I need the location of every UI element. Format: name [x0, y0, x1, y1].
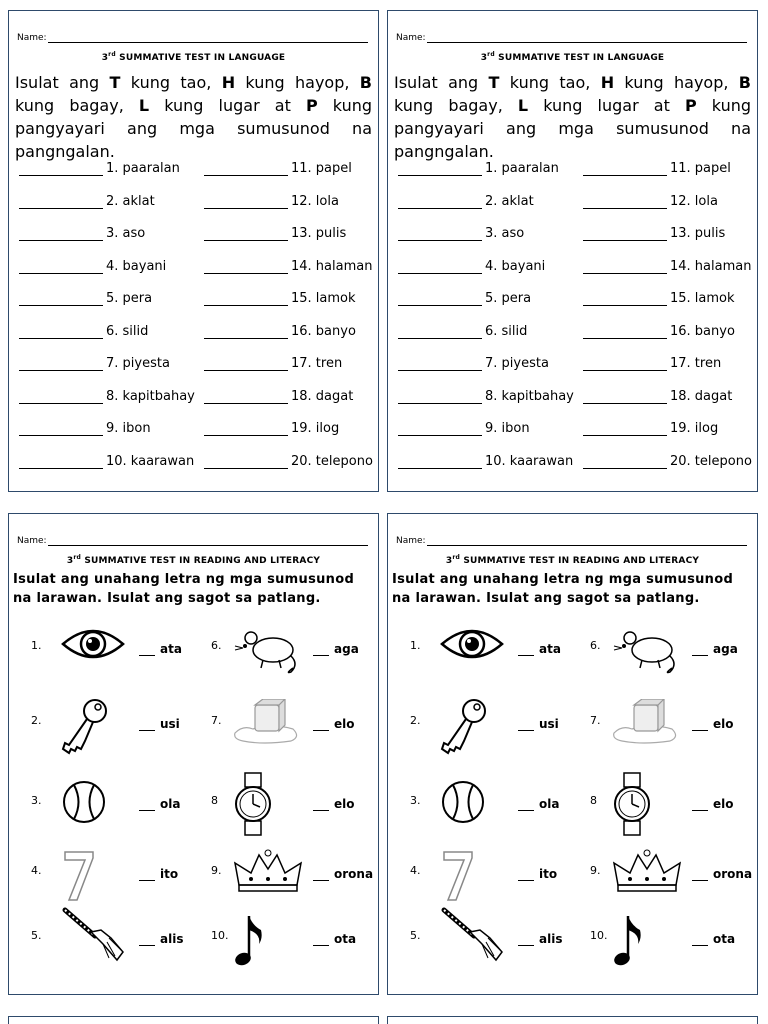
answer-blank[interactable]: [204, 163, 288, 176]
question-number: 3.: [31, 794, 42, 807]
item-label: 1. paaralan: [106, 161, 180, 176]
item-label: 10. kaarawan: [106, 453, 195, 469]
answer-blank[interactable]: [398, 391, 482, 404]
answer-blank[interactable]: [19, 293, 103, 306]
answer-blank[interactable]: [583, 163, 667, 176]
title-ordinal: rd: [452, 554, 460, 561]
item-label: 19. ilog: [670, 421, 719, 436]
item-label: 13. pulis: [291, 226, 347, 241]
instructions: [394, 71, 751, 163]
item-label: 12. lola: [670, 193, 718, 209]
item-label: 20. telepono: [291, 453, 373, 469]
item-label: 11. papel: [670, 161, 731, 176]
list-item: [19, 421, 151, 436]
answer-blank[interactable]: [313, 645, 329, 656]
instruction-segment: B: [359, 73, 372, 92]
answer-blank[interactable]: [583, 326, 667, 339]
answer-blank[interactable]: [398, 358, 482, 371]
answer-field[interactable]: [313, 932, 356, 946]
item-label: 16. banyo: [291, 323, 356, 339]
instructions: [15, 71, 372, 163]
word-ending: ola: [160, 797, 181, 811]
answer-blank[interactable]: [19, 196, 103, 209]
instruction-segment: T: [109, 73, 121, 92]
watch-icon: [612, 771, 652, 841]
list-item: [583, 421, 718, 436]
answer-blank[interactable]: [398, 293, 482, 306]
item-label: 13. pulis: [670, 226, 726, 241]
list-item: [204, 291, 356, 306]
broom-icon: [61, 906, 127, 968]
title-number: 3: [445, 556, 453, 566]
instruction-segment: kung tao,: [120, 73, 222, 92]
item-label: 2. aklat: [106, 193, 155, 209]
music-note-icon: [233, 914, 263, 972]
name-label: Name:: [17, 33, 47, 43]
list-item: [398, 194, 534, 209]
list-item: [204, 389, 353, 404]
list-item: [398, 291, 531, 306]
answer-field[interactable]: [139, 642, 182, 656]
list-item: [583, 161, 731, 176]
list-item: [583, 389, 732, 404]
answer-blank[interactable]: [583, 228, 667, 241]
name-field: [396, 536, 747, 546]
list-item: [583, 226, 725, 241]
list-item: [204, 161, 352, 176]
list-item: [583, 259, 751, 274]
instruction-segment: H: [600, 73, 615, 92]
answer-field[interactable]: [139, 932, 183, 946]
item-label: 8. kapitbahay: [485, 388, 574, 404]
key-icon: [61, 697, 111, 765]
name-label: Name:: [396, 536, 426, 546]
question-number: 7.: [590, 714, 601, 727]
answer-blank[interactable]: [204, 196, 288, 209]
music-note-icon: [612, 914, 642, 972]
question-number: 5.: [31, 929, 42, 942]
instruction-segment: L: [138, 96, 150, 115]
answer-field[interactable]: [692, 642, 738, 656]
question-number: 6.: [590, 639, 601, 652]
title-number: 3: [66, 556, 74, 566]
question-number: 8: [211, 794, 218, 807]
answer-blank[interactable]: [518, 870, 534, 881]
list-item: [398, 324, 527, 339]
list-item: [19, 291, 152, 306]
list-item: [583, 356, 721, 371]
test-title: [388, 51, 757, 63]
reading-test-card: [8, 513, 379, 995]
instruction-segment: kung hayop,: [614, 73, 739, 92]
test-title: [9, 554, 378, 566]
question-number: 10.: [211, 929, 229, 942]
title-text: SUMMATIVE TEST IN LANGUAGE: [494, 53, 665, 63]
instruction-segment: H: [221, 73, 236, 92]
item-label: 9. ibon: [485, 421, 530, 436]
answer-blank[interactable]: [398, 423, 482, 436]
question-number: 8: [590, 794, 597, 807]
answer-blank[interactable]: [518, 645, 534, 656]
answer-blank[interactable]: [204, 358, 288, 371]
item-label: 8. kapitbahay: [106, 388, 195, 404]
answer-field[interactable]: [139, 867, 178, 881]
list-item: [204, 421, 339, 436]
mouse-icon: [612, 624, 682, 678]
language-test-card: [387, 10, 758, 492]
name-label: Name:: [17, 536, 47, 546]
list-item: [204, 324, 356, 339]
word-ending: aga: [334, 642, 359, 656]
answer-field[interactable]: [518, 642, 561, 656]
mouse-icon: [233, 624, 303, 678]
word-ending: usi: [160, 717, 180, 731]
word-ending: alis: [160, 932, 184, 946]
answer-blank[interactable]: [19, 326, 103, 339]
instruction-segment: P: [305, 96, 318, 115]
title-number: 3: [480, 53, 488, 63]
ball-icon: [440, 779, 486, 829]
answer-blank[interactable]: [518, 935, 534, 946]
seven-icon: [61, 849, 97, 907]
name-field: [17, 33, 368, 43]
word-ending: ata: [160, 642, 182, 656]
answer-blank[interactable]: [19, 358, 103, 371]
instruction-segment: Isulat ang: [394, 73, 489, 92]
title-text: SUMMATIVE TEST IN LANGUAGE: [115, 53, 286, 63]
item-label: 7. piyesta: [106, 356, 170, 371]
item-label: 20. telepono: [670, 453, 752, 469]
list-item: [19, 389, 195, 404]
instruction-segment: kung hayop,: [235, 73, 360, 92]
answer-blank[interactable]: [692, 935, 708, 946]
item-label: 4. bayani: [485, 258, 546, 274]
list-item: [19, 161, 180, 176]
name-field: [396, 33, 747, 43]
list-item: [204, 226, 346, 241]
item-label: 15. lamok: [670, 291, 735, 306]
item-label: 5. pera: [106, 291, 153, 306]
broom-icon: [440, 906, 506, 968]
test-title: [9, 51, 378, 63]
instruction-segment: kung bagay,: [15, 96, 139, 115]
list-item: [398, 389, 574, 404]
list-item: [19, 194, 155, 209]
answer-blank[interactable]: [583, 196, 667, 209]
item-label: 18. dagat: [291, 388, 354, 404]
list-item: [583, 454, 752, 469]
item-label: 10. kaarawan: [485, 453, 574, 469]
answer-field[interactable]: [518, 797, 559, 811]
question-number: 1.: [31, 639, 42, 652]
answer-blank[interactable]: [518, 800, 534, 811]
key-icon: [440, 697, 490, 765]
ice-icon: [233, 699, 303, 749]
answer-blank[interactable]: [313, 935, 329, 946]
question-number: 9.: [590, 864, 601, 877]
answer-field[interactable]: [692, 932, 735, 946]
instruction-segment: kung bagay,: [394, 96, 518, 115]
instructions: Isulat ang unahang letra ng mga sumusunod na larawan. Isulat ang sagot sa patlang.: [392, 572, 734, 606]
item-label: 7. piyesta: [485, 356, 549, 371]
ball-icon: [61, 779, 107, 829]
instructions: Isulat ang unahang letra ng mga sumusunod na larawan. Isulat ang sagot sa patlang.: [13, 572, 355, 606]
item-label: 6. silid: [106, 323, 149, 339]
answer-field[interactable]: [692, 717, 734, 731]
answer-blank[interactable]: [204, 326, 288, 339]
name-input-line[interactable]: [427, 33, 747, 43]
answer-blank[interactable]: [583, 423, 667, 436]
answer-blank[interactable]: [139, 645, 155, 656]
answer-blank[interactable]: [139, 870, 155, 881]
instruction-segment: kung lugar at: [528, 96, 685, 115]
list-item: [583, 324, 735, 339]
item-label: 6. silid: [485, 323, 528, 339]
word-ending: usi: [539, 717, 559, 731]
title-number: 3: [101, 53, 109, 63]
list-item: [583, 291, 735, 306]
answer-field[interactable]: [518, 717, 559, 731]
list-item: [583, 194, 718, 209]
answer-blank[interactable]: [139, 800, 155, 811]
list-item: [19, 454, 194, 469]
title-ordinal: rd: [73, 554, 81, 561]
item-label: 5. pera: [485, 291, 532, 306]
answer-field[interactable]: [692, 797, 734, 811]
reading-test-card: [387, 513, 758, 995]
eye-icon: [440, 624, 504, 668]
answer-blank[interactable]: [692, 720, 708, 731]
test-title: [388, 554, 757, 566]
item-label: 12. lola: [291, 193, 339, 209]
name-field: [17, 536, 368, 546]
question-number: 2.: [31, 714, 42, 727]
list-item: [398, 259, 545, 274]
list-item: [19, 259, 166, 274]
answer-blank[interactable]: [19, 423, 103, 436]
list-item: [204, 454, 373, 469]
answer-blank[interactable]: [19, 456, 103, 469]
question-number: 10.: [590, 929, 608, 942]
answer-blank[interactable]: [583, 456, 667, 469]
language-test-card: [8, 10, 379, 492]
word-ending: ota: [713, 932, 736, 946]
answer-blank[interactable]: [204, 456, 288, 469]
item-label: 4. bayani: [106, 258, 167, 274]
instruction-segment: Isulat ang: [15, 73, 110, 92]
instruction-segment: B: [738, 73, 751, 92]
list-item: [398, 454, 573, 469]
item-label: 3. aso: [106, 226, 146, 241]
answer-blank[interactable]: [692, 800, 708, 811]
title-text: SUMMATIVE TEST IN READING AND LITERACY: [460, 556, 700, 566]
eye-icon: [61, 624, 125, 668]
list-item: [204, 356, 342, 371]
question-number: 9.: [211, 864, 222, 877]
question-number: 2.: [410, 714, 421, 727]
item-label: 16. banyo: [670, 323, 735, 339]
answer-field[interactable]: [518, 932, 562, 946]
answer-blank[interactable]: [19, 261, 103, 274]
item-label: 15. lamok: [291, 291, 356, 306]
list-item: [398, 161, 559, 176]
word-ending: alis: [539, 932, 563, 946]
list-item: [19, 324, 148, 339]
item-label: 18. dagat: [670, 388, 733, 404]
title-text: SUMMATIVE TEST IN READING AND LITERACY: [81, 556, 321, 566]
instruction-segment: kung lugar at: [149, 96, 306, 115]
answer-blank[interactable]: [204, 423, 288, 436]
answer-blank[interactable]: [313, 800, 329, 811]
answer-blank[interactable]: [398, 456, 482, 469]
word-ending: elo: [713, 797, 734, 811]
question-number: 3.: [410, 794, 421, 807]
answer-blank[interactable]: [518, 720, 534, 731]
instruction-segment: T: [488, 73, 500, 92]
instruction-segment: kung tao,: [499, 73, 601, 92]
watch-icon: [233, 771, 273, 841]
item-label: 17. tren: [670, 356, 722, 371]
answer-field[interactable]: [139, 717, 180, 731]
answer-blank[interactable]: [204, 391, 288, 404]
word-ending: elo: [334, 797, 355, 811]
answer-field[interactable]: [313, 642, 359, 656]
answer-blank[interactable]: [19, 163, 103, 176]
answer-blank[interactable]: [583, 293, 667, 306]
next-test-card: [8, 1016, 379, 1024]
instruction-segment: kung pangyayari ang mga sumusunod na pangngalan.: [394, 96, 752, 161]
item-label: 9. ibon: [106, 421, 151, 436]
answer-field[interactable]: [518, 867, 557, 881]
answer-blank[interactable]: [19, 228, 103, 241]
instruction-segment: P: [684, 96, 697, 115]
answer-blank[interactable]: [583, 391, 667, 404]
word-ending: ito: [539, 867, 558, 881]
word-ending: ola: [539, 797, 560, 811]
word-ending: ata: [539, 642, 561, 656]
list-item: [204, 194, 339, 209]
answer-blank[interactable]: [692, 870, 708, 881]
answer-blank[interactable]: [398, 261, 482, 274]
answer-blank[interactable]: [204, 293, 288, 306]
question-number: 5.: [410, 929, 421, 942]
answer-field[interactable]: [313, 717, 355, 731]
ice-icon: [612, 699, 682, 749]
answer-blank[interactable]: [313, 870, 329, 881]
title-ordinal: rd: [487, 51, 495, 58]
word-ending: orona: [334, 867, 374, 881]
list-item: [398, 226, 524, 241]
item-label: 19. ilog: [291, 421, 340, 436]
answer-blank[interactable]: [19, 391, 103, 404]
answer-field[interactable]: [692, 867, 752, 881]
seven-icon: [440, 849, 476, 907]
answer-blank[interactable]: [583, 261, 667, 274]
answer-blank[interactable]: [692, 645, 708, 656]
question-number: 6.: [211, 639, 222, 652]
answer-blank[interactable]: [398, 228, 482, 241]
list-item: [398, 356, 549, 371]
crown-icon: [233, 849, 303, 897]
instruction-segment: L: [517, 96, 529, 115]
question-number: 7.: [211, 714, 222, 727]
question-number: 4.: [410, 864, 421, 877]
item-label: 1. paaralan: [485, 161, 559, 176]
crown-icon: [612, 849, 682, 897]
word-ending: ito: [160, 867, 179, 881]
word-ending: orona: [713, 867, 753, 881]
next-test-card: [387, 1016, 758, 1024]
list-item: [19, 356, 170, 371]
question-number: 4.: [31, 864, 42, 877]
instruction-segment: kung pangyayari ang mga sumusunod na pangngalan.: [15, 96, 373, 161]
item-label: 11. papel: [291, 161, 352, 176]
answer-field[interactable]: [313, 867, 373, 881]
answer-blank[interactable]: [398, 163, 482, 176]
answer-blank[interactable]: [139, 935, 155, 946]
answer-blank[interactable]: [204, 261, 288, 274]
list-item: [204, 259, 372, 274]
list-item: [19, 226, 145, 241]
answer-blank[interactable]: [583, 358, 667, 371]
item-label: 17. tren: [291, 356, 343, 371]
list-item: [398, 421, 530, 436]
name-input-line[interactable]: [427, 536, 747, 546]
answer-field[interactable]: [313, 797, 355, 811]
word-ending: ota: [334, 932, 357, 946]
title-ordinal: rd: [108, 51, 116, 58]
item-label: 14. halaman: [670, 258, 752, 274]
answer-blank[interactable]: [313, 720, 329, 731]
item-label: 14. halaman: [291, 258, 373, 274]
name-input-line[interactable]: [48, 536, 368, 546]
item-label: 3. aso: [485, 226, 525, 241]
answer-blank[interactable]: [204, 228, 288, 241]
name-input-line[interactable]: [48, 33, 368, 43]
answer-blank[interactable]: [398, 326, 482, 339]
word-ending: aga: [713, 642, 738, 656]
question-number: 1.: [410, 639, 421, 652]
name-label: Name:: [396, 33, 426, 43]
answer-field[interactable]: [139, 797, 180, 811]
answer-blank[interactable]: [139, 720, 155, 731]
item-label: 2. aklat: [485, 193, 534, 209]
word-ending: elo: [713, 717, 734, 731]
word-ending: elo: [334, 717, 355, 731]
answer-blank[interactable]: [398, 196, 482, 209]
